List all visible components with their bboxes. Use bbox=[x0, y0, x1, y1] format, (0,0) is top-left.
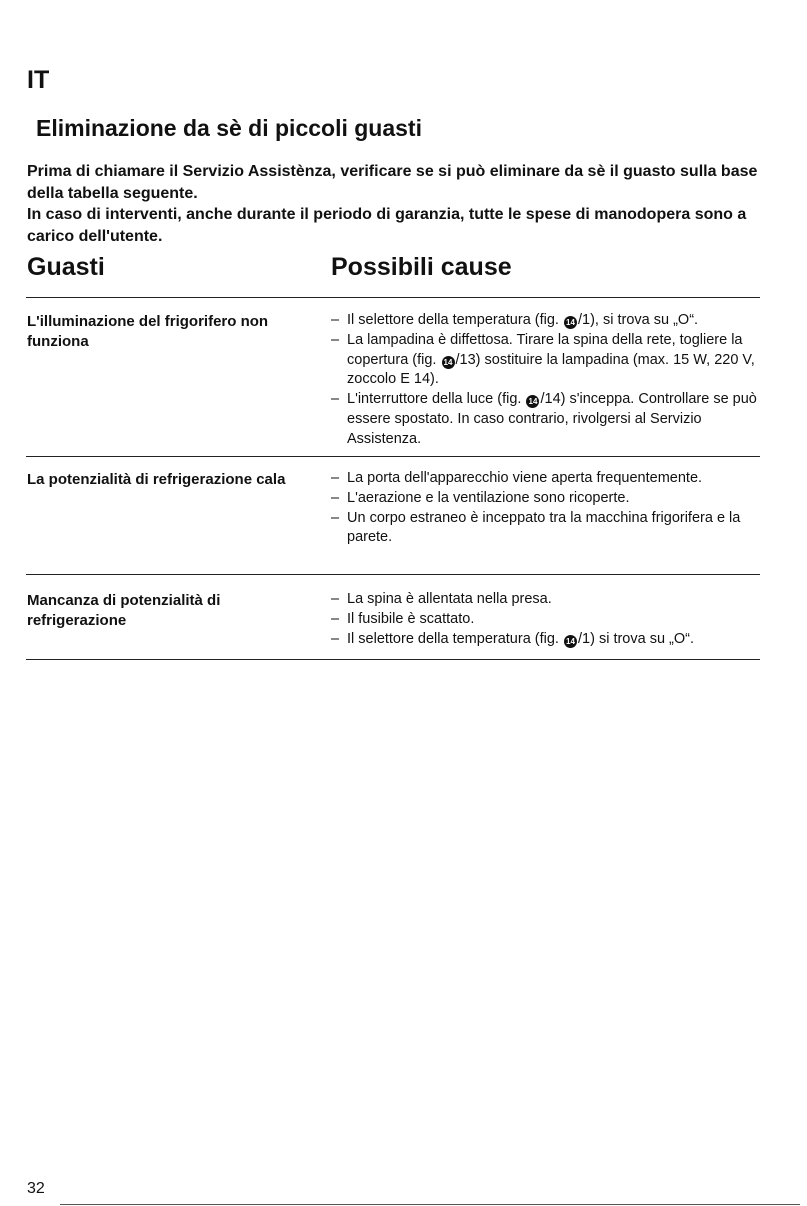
cause-item bbox=[331, 331, 766, 390]
figure-reference-icon: 14 bbox=[564, 316, 577, 329]
cause-item bbox=[331, 509, 766, 549]
cause-item bbox=[331, 489, 766, 509]
column-header-causes: Possibili cause bbox=[331, 253, 512, 281]
fault-label: Mancanza di potenzialità di refrigerazione bbox=[27, 592, 221, 629]
language-code: IT bbox=[27, 66, 50, 94]
cause-text: Il fusibile è scattato. bbox=[347, 610, 475, 627]
cause-text: Il selettore della temperatura (fig. bbox=[347, 312, 559, 328]
causes-list bbox=[331, 469, 766, 548]
figure-reference-icon: 14 bbox=[526, 395, 539, 408]
intro-block bbox=[27, 161, 767, 247]
cause-item bbox=[331, 469, 766, 489]
column-header-fault: Guasti bbox=[27, 253, 105, 281]
cause-text-suffix: /14) s'inceppa. Controllare se può essere spostato. In caso contrario, rivolgersi al Servizio Assistenza. bbox=[347, 391, 757, 447]
cause-item bbox=[331, 610, 766, 630]
cause-item bbox=[331, 630, 766, 650]
cause-text: La spina è allentata nella presa. bbox=[347, 591, 552, 607]
cause-item bbox=[331, 590, 766, 610]
fault-label: L'illuminazione del frigorifero non funziona bbox=[27, 313, 269, 350]
cause-text: La lampadina è diffettosa. Tirare la spina della rete, togliere la copertura (fig. bbox=[347, 331, 743, 368]
causes-list bbox=[331, 590, 766, 649]
cause-text: L'aerazione e la ventilazione sono ricoperte. bbox=[347, 489, 630, 506]
cause-text-suffix: /1), si trova su „O“. bbox=[578, 312, 699, 328]
cause-text: L'interruttore della luce (fig. bbox=[347, 391, 522, 408]
intro-paragraph: In caso di interventi, anche durante il periodo di garanzia, tutte le spese di manodopera sono a carico dell'utente. bbox=[27, 206, 747, 245]
dash-mark: – bbox=[331, 509, 340, 526]
cause-text-suffix: /1) si trova su „O“. bbox=[578, 630, 695, 647]
dash-mark: – bbox=[331, 470, 340, 486]
cause-item bbox=[331, 311, 766, 331]
intro-paragraph: Prima di chiamare il Servizio Assistènza, verificare se si può eliminare da sè il guasto sulla base della tabella seguente. bbox=[27, 163, 758, 202]
dash-mark: – bbox=[331, 391, 340, 408]
table-rule bbox=[26, 456, 760, 457]
cause-item bbox=[331, 390, 766, 449]
dash-mark: – bbox=[331, 489, 340, 506]
footer-rule bbox=[60, 1204, 800, 1205]
dash-mark: – bbox=[331, 630, 340, 647]
table-rule bbox=[26, 659, 760, 660]
dash-mark: – bbox=[331, 312, 340, 328]
cause-text: Un corpo estraneo è inceppato tra la macchina frigorifera e la parete. bbox=[347, 509, 741, 546]
page-number: 32 bbox=[27, 1180, 45, 1197]
figure-reference-icon: 14 bbox=[442, 356, 455, 369]
table-rule bbox=[26, 574, 760, 575]
figure-reference-icon: 14 bbox=[564, 635, 577, 648]
causes-list bbox=[331, 311, 766, 450]
cause-text: Il selettore della temperatura (fig. bbox=[347, 630, 559, 647]
dash-mark: – bbox=[331, 610, 340, 627]
dash-mark: – bbox=[331, 331, 340, 348]
cause-text-suffix: /13) sostituire la lampadina (max. 15 W, 220 V, zoccolo E 14). bbox=[347, 351, 755, 388]
page-title: Eliminazione da sè di piccoli guasti bbox=[36, 115, 422, 141]
fault-label: La potenzialità di refrigerazione cala bbox=[27, 471, 286, 488]
table-rule bbox=[26, 297, 760, 298]
cause-text: La porta dell'apparecchio viene aperta frequentemente. bbox=[347, 470, 703, 486]
dash-mark: – bbox=[331, 591, 340, 607]
